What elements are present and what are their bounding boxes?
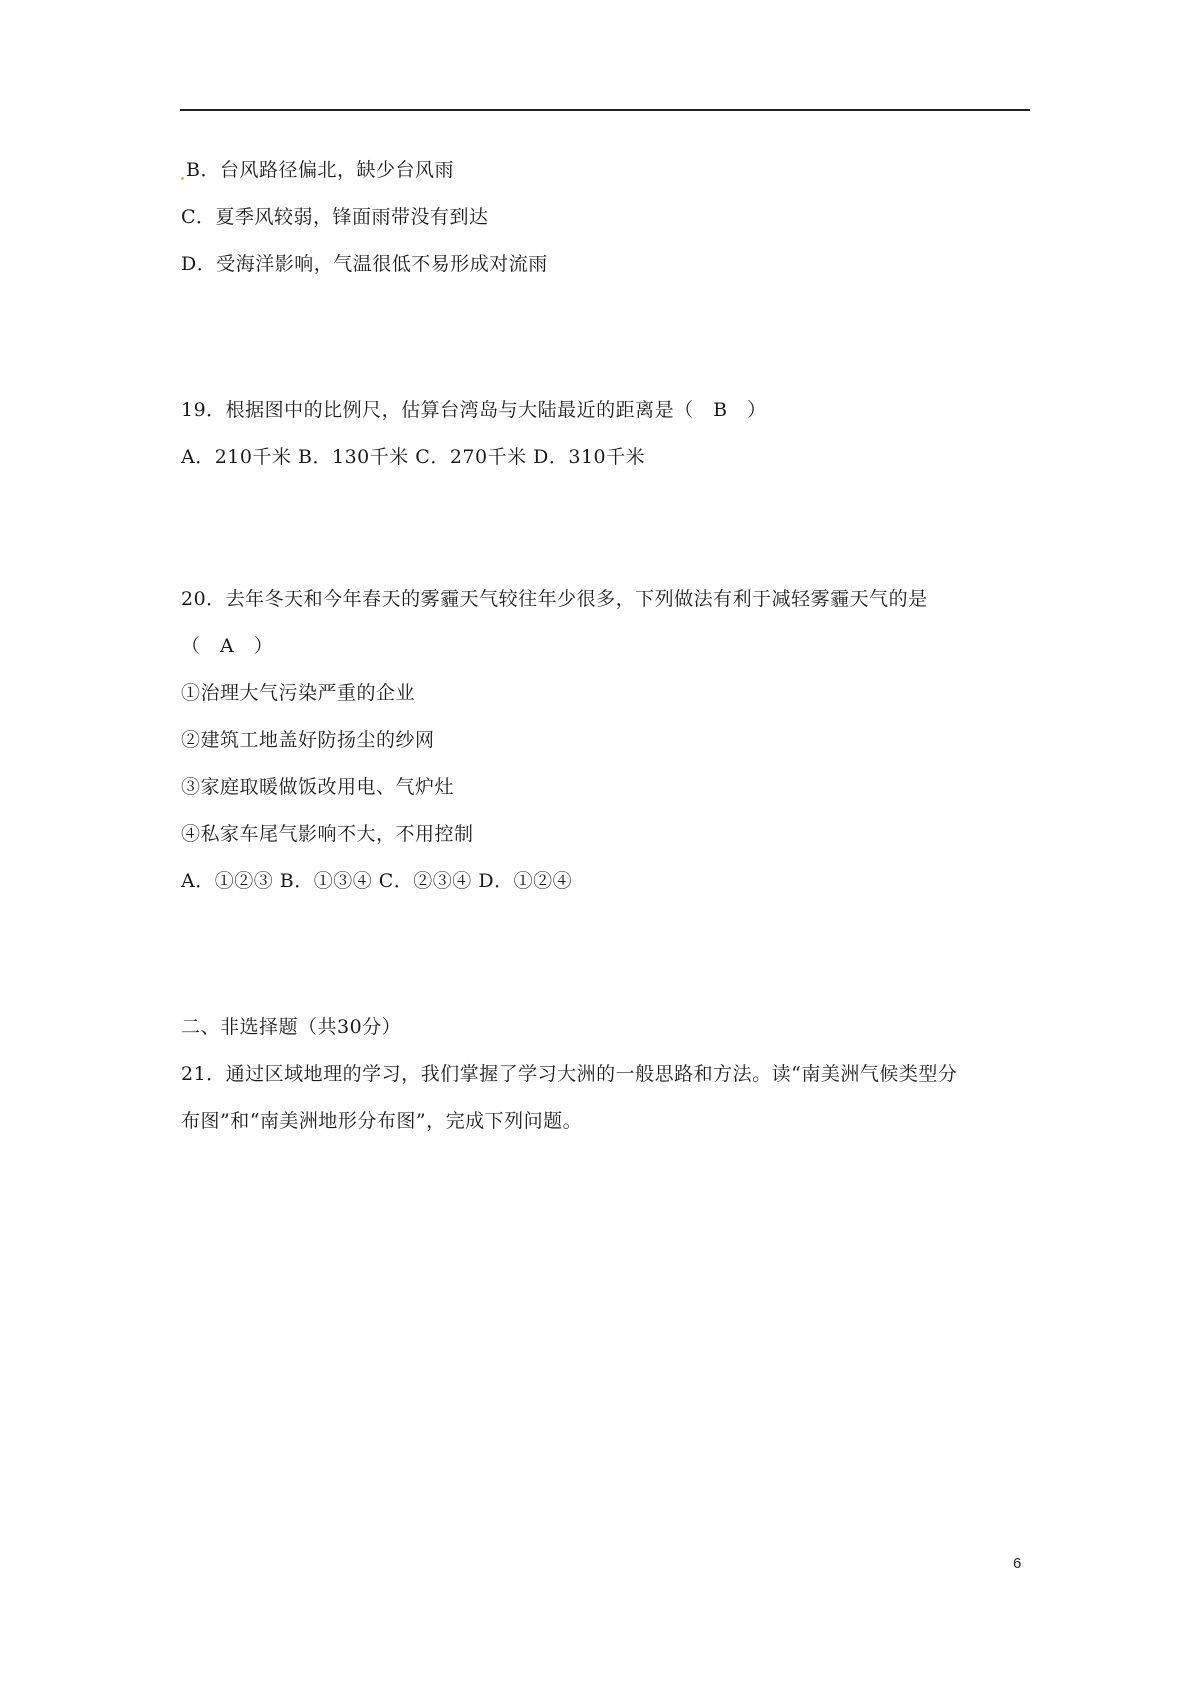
q18-option-c: C．夏季风较弱，锋面雨带没有到达 <box>181 206 489 228</box>
section-title: 二、非选择题（共30分） <box>181 1016 402 1038</box>
q20-item-4: ④私家车尾气影响不大，不用控制 <box>181 823 474 845</box>
q19-options: A．210千米 B．130千米 C．270千米 D．310千米 <box>181 446 646 468</box>
q19-stem: 19．根据图中的比例尺，估算台湾岛与大陆最近的距离是（ B ） <box>181 399 767 421</box>
q21-stem-line1: 21．通过区域地理的学习，我们掌握了学习大洲的一般思路和方法。读“南美洲气候类型分 <box>181 1063 958 1085</box>
q20-item-1: ①治理大气污染严重的企业 <box>181 682 416 704</box>
q18-option-d: D．受海洋影响，气温很低不易形成对流雨 <box>181 253 548 275</box>
highlight-dot <box>181 177 184 180</box>
header-rule <box>180 109 1030 111</box>
q18-option-b <box>181 157 454 183</box>
q20-stem: 20．去年冬天和今年春天的雾霾天气较往年少很多，下列做法有利于减轻雾霾天气的是 <box>181 588 928 610</box>
q20-item-2: ②建筑工地盖好防扬尘的纱网 <box>181 729 435 751</box>
q20-item-3: ③家庭取暖做饭改用电、气炉灶 <box>181 776 455 798</box>
q20-options: A．①②③ B．①③④ C．②③④ D．①②④ <box>181 870 573 892</box>
page-number: 6 <box>1013 1555 1022 1572</box>
q20-answer: （ A ） <box>181 635 274 657</box>
q18-option-b-text: B．台风路径偏北，缺少台风雨 <box>186 159 454 181</box>
q21-stem-line2: 布图”和“南美洲地形分布图”，完成下列问题。 <box>181 1110 583 1132</box>
